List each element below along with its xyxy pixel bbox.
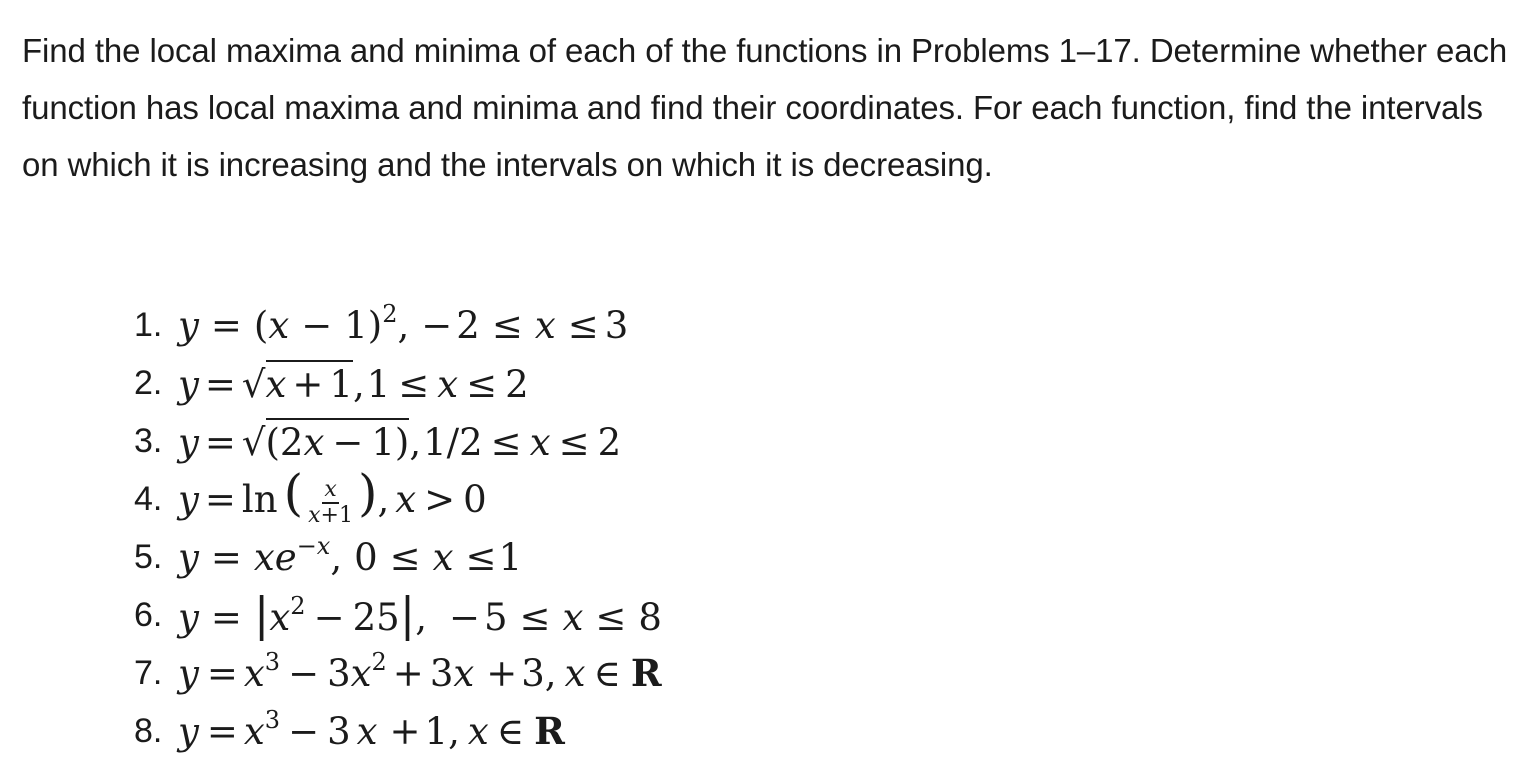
problem-expression: y = √ x + 1 ,1 ≤ x ≤ 2 [178, 360, 529, 406]
problem-number: 3. [134, 421, 163, 460]
problem-6 [134, 586, 662, 644]
problem-1 [134, 296, 662, 354]
problem-number: 1. [134, 305, 163, 344]
problem-8 [134, 702, 662, 760]
problem-expression: $y = x^3 - 3$ x + 1, x ∈ R [178, 706, 565, 753]
problem-2 [134, 354, 662, 412]
problem-number: 8. [134, 711, 163, 750]
problem-number: 2. [134, 363, 163, 402]
problem-expression: $y = (x - 1)^2$, − 2 ≤ x ≤ 3 [178, 299, 629, 347]
problem-number: 7. [134, 653, 163, 692]
problem-list [134, 296, 662, 760]
problem-3 [134, 412, 662, 470]
instructions-paragraph: Find the local maxima and minima of each of the functions in Problems 1–17. Determine whether each function has local maxima and minima and find their coordinates. For each function, find the intervals on which it is increasing and the intervals on which it is decreasing. [22, 32, 1508, 183]
problem-expression: $y = x^3 - 3x^2 + 3x + 3$, x ∈ R [178, 648, 662, 695]
problem-number: 4. [134, 479, 163, 518]
problem-expression: y = ln ( $\frac{x}{x+1}$ ), x > 0 [178, 464, 487, 528]
problem-number: 5. [134, 537, 163, 576]
problem-4 [134, 464, 662, 528]
problem-7 [134, 644, 662, 702]
problem-number: 6. [134, 595, 163, 634]
problem-expression: $y = |x^2 - 25|$, − 5 ≤ x ≤ 8 [178, 587, 662, 641]
problem-5 [134, 528, 662, 586]
problem-expression: $y = xe^{-x}$, 0 ≤ x ≤1 [178, 531, 523, 579]
problem-expression: y = √ (2x − 1) ,1/2 ≤ x ≤ 2 [178, 418, 621, 464]
